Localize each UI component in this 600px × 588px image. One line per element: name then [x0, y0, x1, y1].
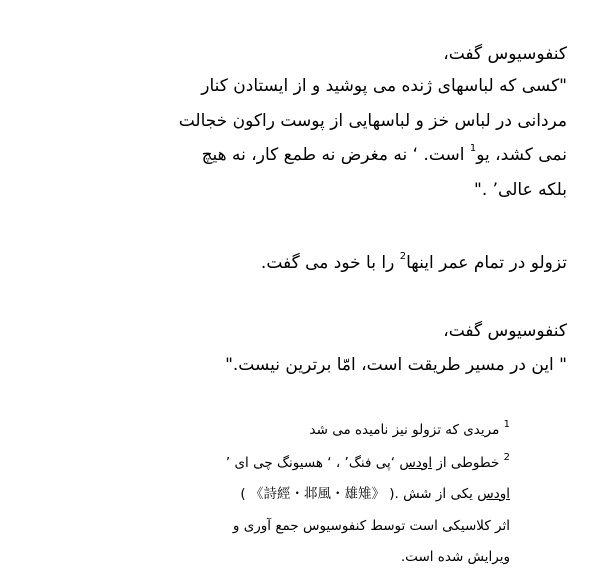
footnote-2-line-2-rest: یکی از شش [403, 486, 478, 502]
footnote-1-text: مریدی که تزولو نیز نامیده می شد [309, 422, 504, 438]
odes-link-2[interactable]: اودس [477, 486, 510, 502]
quote2-speaker: کنفوسیوس گفت، [443, 321, 567, 341]
quote2-line: " این در مسیر طریقت است، امّا برترین نیست." [225, 355, 567, 375]
footnote-2-mark: 2 [503, 451, 510, 463]
footnote-2-line-1 [225, 451, 510, 472]
footnote-2-line-2 [240, 485, 510, 503]
quote1-line-4: بلکه عالی’ ." [474, 180, 567, 200]
odes-link[interactable]: اودس [399, 455, 433, 471]
quote1-line-3-rest: است. ‘ نه مغرض نه طمع کار، نه هیچ [201, 145, 470, 165]
footnote-ref-2[interactable]: 2 [399, 251, 407, 263]
footnote-2-text-rest: ‘پی فنگ’ ، ‘ هسیونگ چی ای ’ [225, 455, 400, 471]
footnote-2-line-3: اثر کلاسیکی است توسط کنفوسیوس جمع آوری و [232, 518, 510, 534]
middle-text: تزولو در تمام عمر اینها [406, 253, 567, 273]
footnote-2-chinese: ( 《詩經・邶風・雄雉》 ). [240, 486, 404, 502]
footnote-1 [309, 418, 510, 439]
footnote-ref-1[interactable]: 1 [469, 143, 477, 155]
middle-text-rest: را با خود می گفت. [260, 253, 400, 273]
quote1-line-3 [202, 144, 567, 166]
quote1-speaker: کنفوسیوس گفت، [443, 44, 567, 64]
footnote-2-line-4: ویرایش شده است. [400, 549, 510, 565]
footnote-2-text: خطوطی از [432, 455, 504, 471]
footnote-1-mark: 1 [503, 418, 510, 430]
quote1-line-2: مردانی در لباس خز و لباسهایی از پوست راکون خجالت [178, 111, 567, 131]
middle-paragraph [261, 252, 567, 274]
quote1-line-1: "کسی که لباسهای ژنده می پوشید و از ایستادن کنار [201, 76, 567, 96]
quote1-line-3-text: نمی کشد، یو [476, 145, 567, 165]
